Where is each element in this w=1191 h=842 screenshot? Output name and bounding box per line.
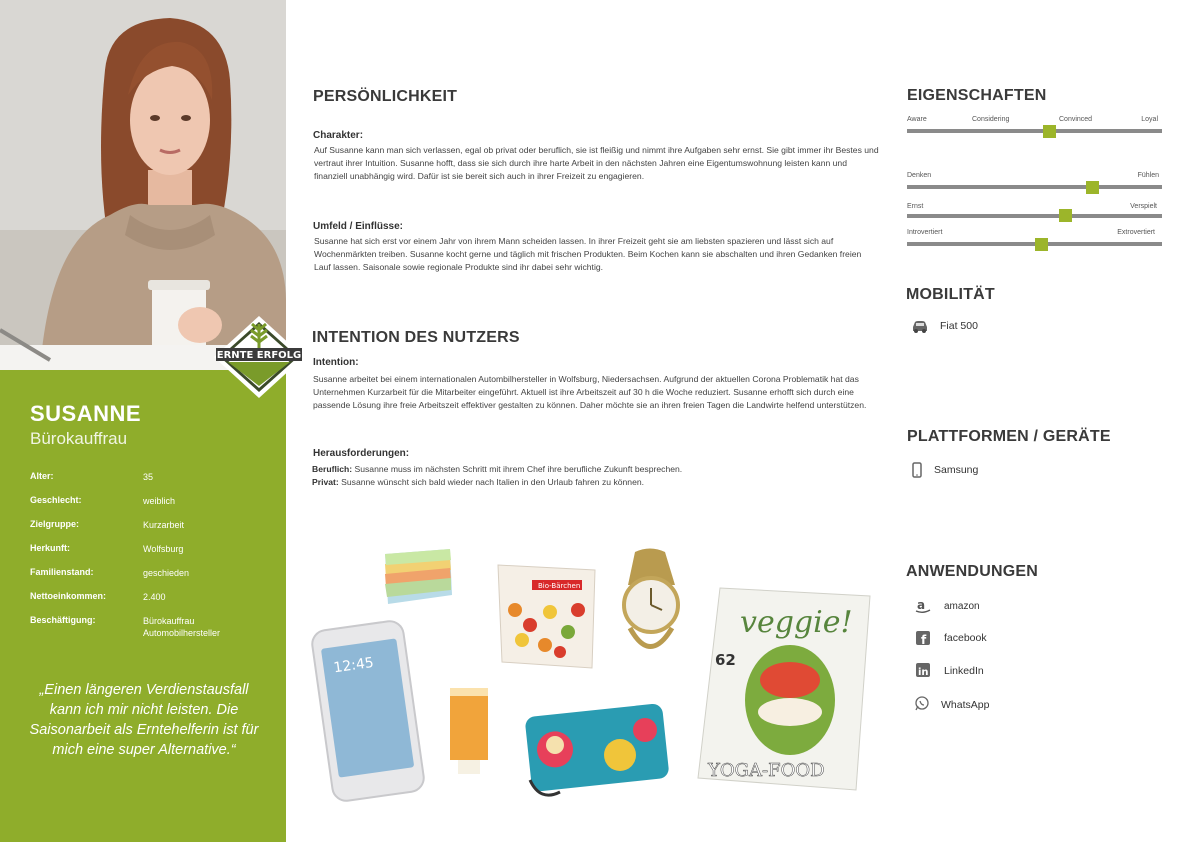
svg-text:f: f (921, 633, 927, 646)
personality-title: PERSÖNLICHKEIT (313, 88, 458, 105)
apps-title: ANWENDUNGEN (906, 563, 1038, 580)
car-icon (911, 318, 929, 334)
challenge-private-text: Susanne wünscht sich bald wieder nach Italien in den Urlaub fahren zu können. (341, 477, 645, 487)
intention-title: INTENTION DES NUTZERS (312, 329, 520, 346)
scale-left-label: Introvertiert (907, 229, 943, 236)
challenges-label: Herausforderungen: (313, 448, 410, 459)
challenge-private-label: Privat: (312, 477, 339, 487)
journey-label-aware: Aware (907, 116, 927, 123)
mobility-value: Fiat 500 (940, 320, 978, 332)
amazon-icon (914, 598, 932, 614)
journey-scale (907, 116, 1162, 140)
svg-text:ERNTE ERFOLG: ERNTE ERFOLG (216, 350, 302, 361)
persona-quote: „Einen längeren Verdienstausfall kann ich mir nicht leisten. Die Saisonarbeit als Erntehelferin ist für mich eine super Alternative.“ (29, 682, 259, 758)
info-key: Zielgruppe: (30, 519, 79, 529)
wallet-image (525, 703, 670, 795)
challenge-job-text: Susanne muss im nächsten Schritt mit ihrem Chef ihre berufliche Zukunft besprechen. (354, 464, 683, 474)
whatsapp-icon (913, 695, 931, 711)
app-label-amazon: amazon (944, 601, 980, 612)
magazine-title: veggie! (740, 605, 853, 640)
info-value: 35 (143, 472, 154, 482)
intention-label: Intention: (313, 357, 359, 368)
scale-track (907, 214, 1162, 218)
scale-right-label: Fühlen (1137, 172, 1159, 179)
info-key: Familienstand: (30, 567, 94, 577)
info-value: weiblich (143, 496, 176, 506)
journey-label-convinced: Convinced (1059, 116, 1093, 123)
environment-text: Susanne hat sich erst vor einem Jahr von ihrem Mann scheiden lassen. In ihrer Freizeit geht sie am liebsten spazieren und lässt sich auf Wochenmärkten treiben. Susanne kocht gerne und täglich mit frischen Produkten. Beim Kochen kann sie abschalten und ihren Gedanken freien Lauf lassen. Saisonale sowie regionale Produkte sind ihr dabei sehr wichtig. (314, 236, 862, 272)
scale-introvert-extrovert (907, 229, 1162, 253)
product-collage (310, 540, 880, 805)
phone-time: 12:45 (332, 654, 375, 677)
challenge-private (312, 476, 872, 489)
scale-track (907, 185, 1162, 189)
info-value: geschieden (143, 568, 190, 578)
journey-track (907, 129, 1162, 133)
magazine-image (698, 588, 870, 790)
traits-title: EIGENSCHAFTEN (907, 87, 1047, 104)
mobility-title: MOBILITÄT (906, 286, 995, 303)
cream-tube-image (450, 688, 488, 774)
info-key: Herkunft: (30, 543, 70, 553)
magazine-number: 62 (715, 651, 736, 669)
persona-panel (0, 0, 302, 842)
info-value: Kurzarbeit (143, 520, 185, 530)
info-key: Geschlecht: (30, 495, 82, 505)
ernte-erfolg-logo (214, 316, 304, 398)
platforms-title: PLATTFORMEN / GERÄTE (907, 428, 1111, 445)
journey-label-considering: Considering (972, 116, 1010, 123)
scale-knob (1059, 209, 1072, 222)
info-key: Nettoeinkommen: (30, 591, 107, 601)
environment-label: Umfeld / Einflüsse: (313, 221, 404, 232)
persona-name: SUSANNE (30, 401, 142, 426)
scale-knob (1035, 238, 1048, 251)
scale-left-label: Denken (907, 172, 932, 179)
app-label-whatsapp: WhatsApp (941, 699, 990, 711)
smartphone-image (310, 619, 425, 802)
info-key: Alter: (30, 471, 54, 481)
info-value: 2.400 (143, 592, 166, 602)
challenge-job (312, 463, 872, 476)
scale-knob (1086, 181, 1099, 194)
journey-label-loyal: Loyal (1141, 116, 1158, 123)
character-text: Auf Susanne kann man sich verlassen, egal ob privat oder beruflich, sie ist fleißig und nimmt ihre Aufgaben sehr ernst. Sie gibt immer ihr Bestes und vertraut ihrer Intuition. Susanne hofft, dass sie sich durch ihre harte Arbeit in den nächsten Jahren eine Eigentumswohnung leisten kann und finanziell unabhängig wird. Dafür ist sie bereit sich auch in ihrer Freizeit zu engagieren. (314, 145, 879, 181)
scale-right-label: Verspielt (1130, 203, 1157, 210)
challenge-job-label: Beruflich: (312, 464, 353, 474)
scale-serious-playful (907, 203, 1162, 227)
linkedin-icon (914, 662, 932, 678)
persona-photo (0, 0, 286, 370)
persona-job: Bürokauffrau (30, 429, 128, 448)
info-key: Beschäftigung: (30, 615, 96, 625)
svg-text:a: a (917, 598, 926, 612)
svg-text:in: in (918, 667, 929, 678)
app-label-facebook: facebook (944, 632, 987, 644)
platform-value: Samsung (934, 464, 979, 476)
facebook-icon (914, 630, 932, 646)
scale-left-label: Ernst (907, 203, 924, 210)
info-value: Bürokauffrau Automobilhersteller (143, 616, 221, 638)
intention-text: Susanne arbeitet bei einem internationalen Autombilhersteller in Wolfsburg, Niedersachsen. Aufgrund der aktuellen Corona Problematik hat das Unternehmen Kurzarbeit für die Mitarbeiter eingeführt. Aktuell ist ihre Arbeitszeit auf 30 h die Woche reduziert. Susanne erhofft sich durch eine passende Lösung ihre freie Arbeitszeit effektiver gestalten zu können. Daher möchte sie an ihren freien Tagen die Landwirte helfend unterstützen. (313, 374, 867, 410)
scale-thinking-feeling (907, 172, 1162, 196)
gummy-brand: Bio-Bärchen (538, 582, 581, 590)
info-value: Wolfsburg (143, 544, 184, 554)
character-label: Charakter: (313, 130, 364, 141)
magazine-footer: YOGA-FOOD (708, 760, 825, 781)
persona-photo-illustration (0, 0, 286, 370)
journey-knob (1043, 125, 1056, 138)
app-label-linkedin: LinkedIn (944, 665, 984, 677)
gummy-bears-image (498, 565, 595, 668)
smartphone-icon (908, 462, 926, 478)
wristwatch-image (624, 549, 678, 647)
sticky-notes-image (385, 549, 452, 604)
scale-right-label: Extrovertiert (1117, 229, 1155, 236)
